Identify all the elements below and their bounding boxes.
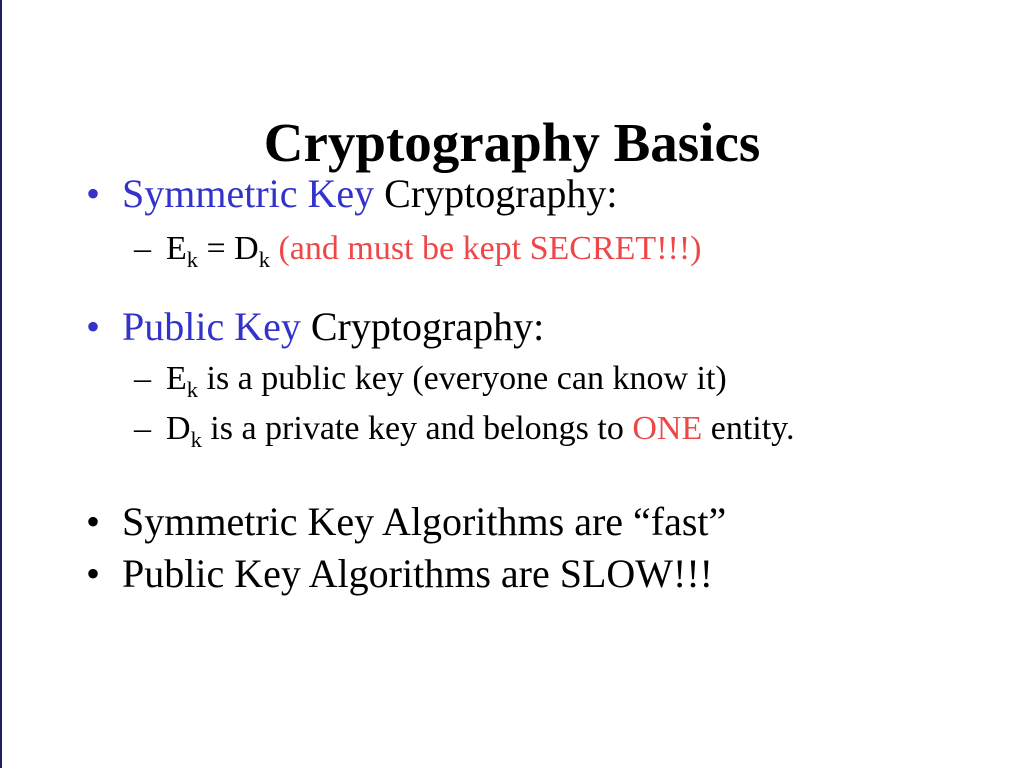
sub-bullet-item [0,406,1024,452]
text-segment: Cryptography: [300,304,545,349]
text-segment: Cryptography: [374,171,618,216]
sub-bullet-item [0,356,1024,402]
line-text [166,356,727,402]
text-segment: Public Key Algorithms are SLOW!!! [122,551,713,596]
dash-icon: – [134,230,151,267]
slide-title: Cryptography Basics [263,111,761,173]
bullet-dot-icon: • [86,171,101,216]
subscript-segment: k [186,246,198,272]
bullet-item [0,301,1024,353]
line-text [166,226,701,272]
text-segment: Symmetric Key [122,171,375,216]
text-segment: Symmetric Key Algorithms are “fast” [122,499,727,544]
bullet-item [0,548,1024,600]
text-segment: is a private key and belongs to [201,410,633,447]
subscript-segment: k [190,426,202,452]
text-segment: ONE [632,410,703,447]
text-segment: is a public key (everyone can know it) [198,360,727,397]
bullet-item [0,168,1024,220]
dash-icon: – [134,410,151,447]
line-text [122,168,617,220]
subscript-segment: k [258,246,270,272]
text-segment: entity. [702,410,795,447]
line-text [122,548,713,600]
subscript-segment: k [186,376,198,402]
text-segment: E [166,230,187,267]
dash-icon: – [134,360,151,397]
line-text [122,301,544,353]
sub-bullet-item [0,226,1024,272]
text-segment: (and must be kept SECRET!!!) [278,230,702,267]
bullet-item [0,496,1024,548]
bullet-dot-icon: • [86,551,101,596]
text-segment: E [166,360,187,397]
line-text [166,406,794,452]
text-segment: = D [198,230,259,267]
slide-body [0,168,1024,600]
text-segment: D [166,410,191,447]
bullet-dot-icon: • [86,304,101,349]
bullet-dot-icon: • [86,499,101,544]
text-segment: Public Key [122,304,301,349]
line-text [122,496,726,548]
